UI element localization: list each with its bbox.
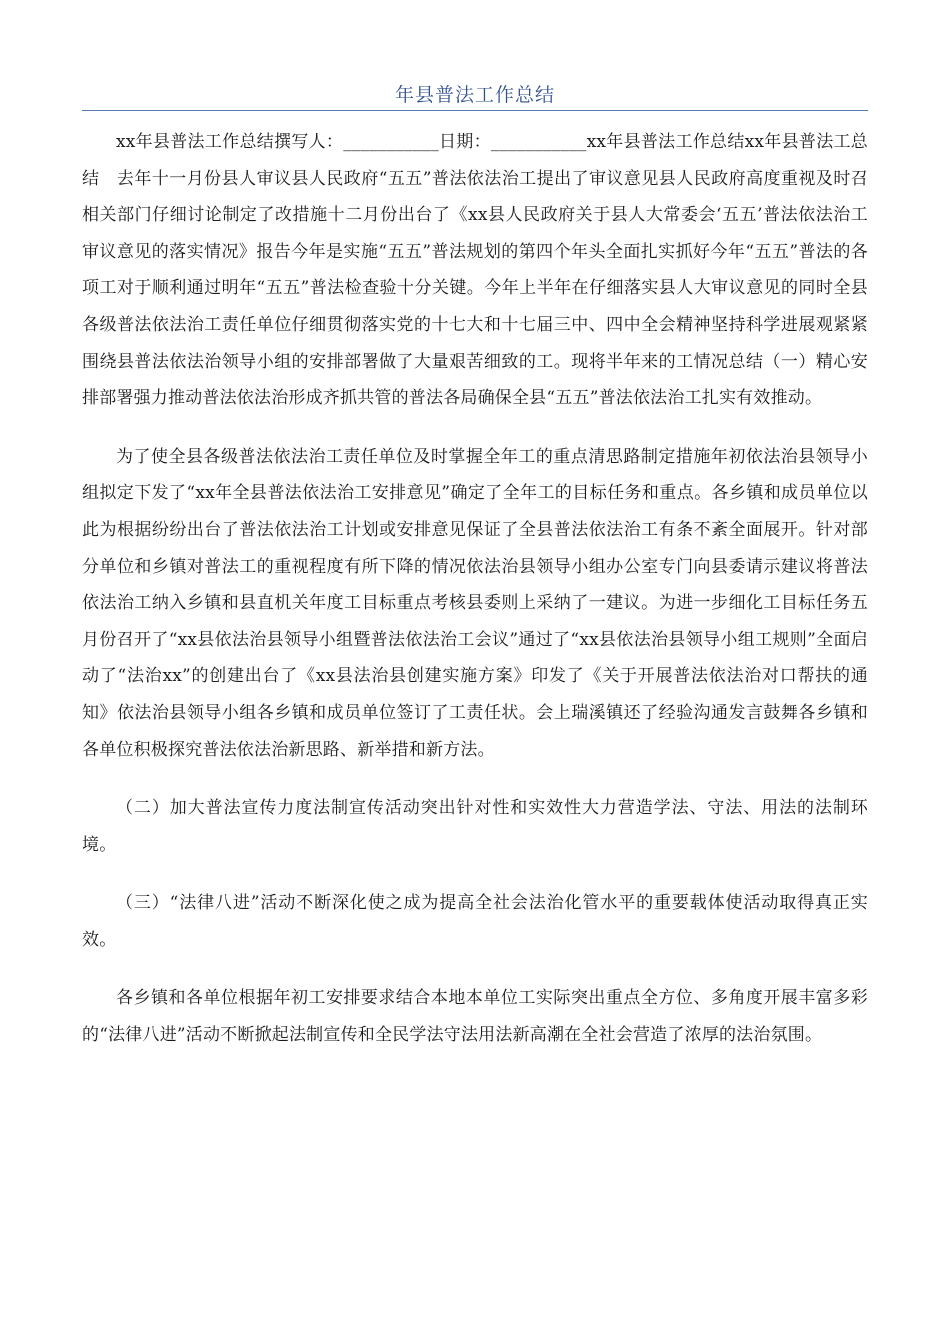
document-title: 年县普法工作总结: [394, 84, 555, 106]
paragraph-section-three: （三）“法律八进”活动不断深化使之成为提高全社会法治化管水平的重要载体使活动取得真正实效。: [82, 893, 868, 950]
paragraph-activities: 各乡镇和各单位根据年初工安排要求结合本地本单位工实际突出重点全方位、多角度开展丰富多彩的“法律八进”活动不断掀起法制宣传和全民学法守法用法新高潮在全社会营造了浓厚的法治氛围。: [82, 988, 868, 1046]
title-underline-rule: [82, 110, 868, 111]
paragraph-section-two: （二）加大普法宣传力度法制宣传活动突出针对性和实效性大力营造学法、守法、用法的法制环境。: [82, 798, 868, 855]
document-body: [82, 124, 868, 1076]
paragraph-planning: 为了使全县各级普法依法治工责任单位及时掌握全年工的重点清思路制定措施年初依法治县领导小组拟定下发了“xx年全县普法依法治工安排意见”确定了全年工的目标任务和重点。各乡镇和成员单位以此为根据纷纷出台了普法依法治工计划或安排意见保证了全县普法依法治工有条不紊全面展开。针对部分单位和乡镇对普法工的重视程度有所下降的情况依法治县领导小组办公室专门向县委请示建议将普法依法治工纳入乡镇和县直机关年度工目标重点考核县委则上采纳了一建议。为进一步细化工目标任务五月份召开了“xx县依法治县领导小组暨普法依法治工会议”通过了“xx县依法治县领导小组工规则”全面启动了“法治xx”的创建出台了《xx县法治县创建实施方案》印发了《关于开展普法依法治对口帮扶的通知》依法治县领导小组各乡镇和成员单位签订了工责任状。会上瑞溪镇还了经验沟通发言鼓舞各乡镇和各单位积极探究普法依法治新思路、新举措和新方法。: [82, 446, 868, 760]
paragraph-intro: xx年县普法工作总结撰写人：___________日期：___________xx年县普法工作总结xx年县普法工总结 去年十一月份县人审议县人民政府“五五”普法依法治工提出了审议意见县人民政府高度重视及时召相关部门仔细讨论制定了改措施十二月份出台了《xx县人民政府关于县人大常委会‘五五’普法依法治工审议意见的落实情况》报告今年是实施“五五”普法规划的第四个年头全面扎实抓好今年“五五”普法的各项工对于顺利通过明年“五五”普法检查验十分关键。今年上半年在仔细落实县人大审议意见的同时全县各级普法依法治工责任单位仔细贯彻落实党的十七大和十七届三中、四中全会精神坚持科学进展观紧紧围绕县普法依法治领导小组的安排部署做了大量艰苦细致的工。现将半年来的工情况总结（一）精心安排部署强力推动普法依法治形成齐抓共管的普法各局确保全县“五五”普法依法治工扎实有效推动。: [82, 132, 868, 409]
